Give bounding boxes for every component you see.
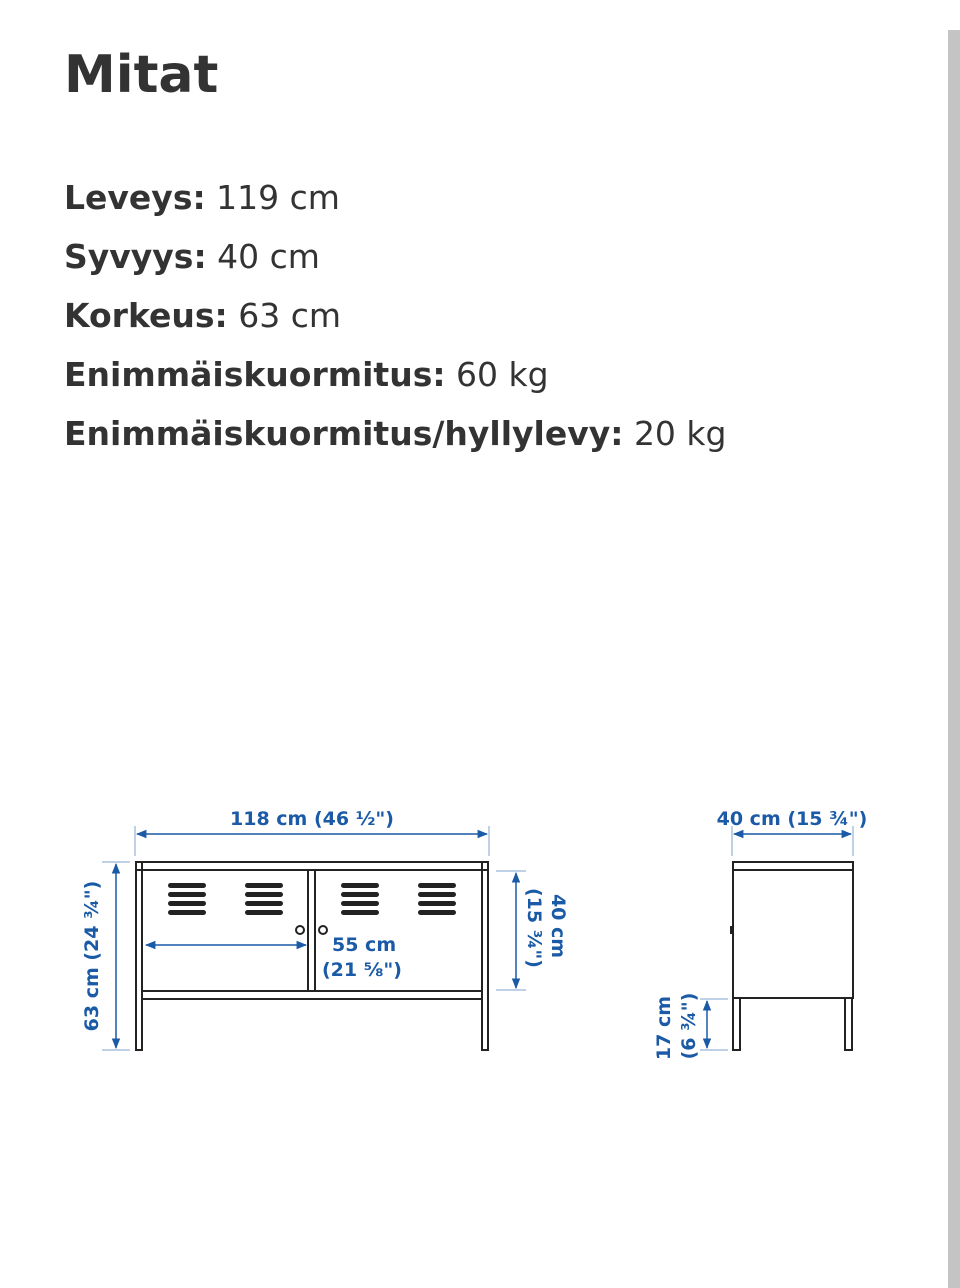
page-title: Mitat	[64, 45, 219, 105]
spec-label: Enimmäiskuormitus:	[64, 355, 446, 394]
lock-icon	[296, 926, 304, 934]
leg-height-dimension	[653, 993, 728, 1060]
spec-label: Korkeus:	[64, 296, 228, 335]
spec-label: Syvyys:	[64, 237, 207, 276]
svg-text:40 cm: 40 cm	[547, 893, 569, 959]
svg-text:63 cm (24 ¾"): 63 cm (24 ¾")	[81, 880, 103, 1032]
svg-text:55 cm: 55 cm	[332, 934, 397, 956]
front-height-dimension	[81, 862, 130, 1050]
side-view-cabinet	[730, 862, 853, 1050]
front-view-cabinet	[136, 862, 488, 1050]
spec-value: 119 cm	[216, 178, 340, 217]
body-height-dimension	[496, 871, 569, 990]
door-width-dimension	[146, 934, 402, 981]
scrollbar[interactable]	[948, 30, 960, 1288]
vents	[168, 883, 456, 915]
svg-text:118 cm (46 ½"): 118 cm (46 ½")	[230, 808, 394, 830]
side-depth-dimension	[717, 808, 868, 856]
lock-icon	[319, 926, 327, 934]
svg-text:17 cm: 17 cm	[653, 995, 675, 1061]
spec-value: 20 kg	[633, 414, 727, 453]
spec-value: 60 kg	[456, 355, 549, 394]
svg-text:40 cm (15 ¾"): 40 cm (15 ¾")	[716, 808, 868, 830]
spec-label: Enimmäiskuormitus/hyllylevy:	[64, 414, 624, 453]
svg-text:(21 ⅝"): (21 ⅝")	[322, 959, 402, 981]
svg-text:(6 ¾"): (6 ¾")	[678, 992, 700, 1060]
front-width-dimension	[135, 808, 489, 856]
svg-text:(15 ¾"): (15 ¾")	[523, 888, 545, 968]
spec-label: Leveys:	[64, 178, 206, 217]
spec-value: 40 cm	[217, 237, 320, 276]
spec-value: 63 cm	[238, 296, 341, 335]
